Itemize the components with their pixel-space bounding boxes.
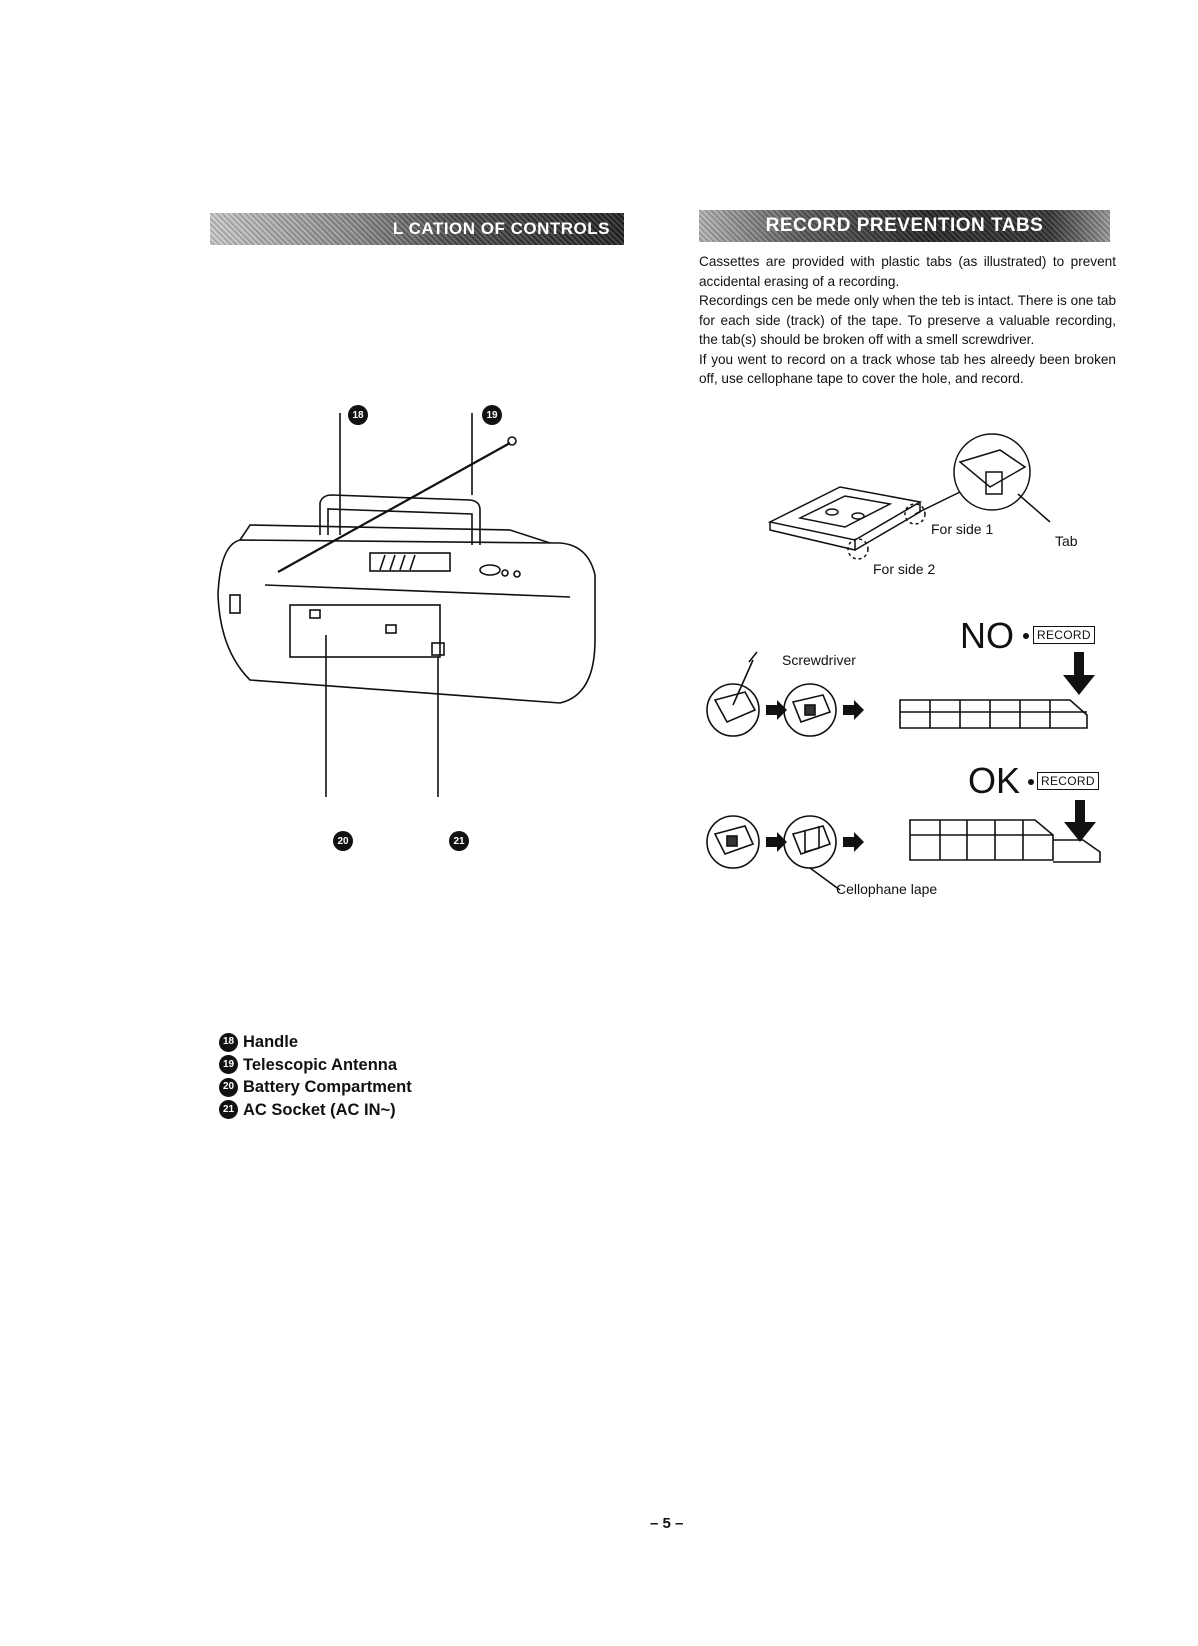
callout-19: 19: [482, 405, 502, 425]
legend-item: [219, 1099, 412, 1122]
radio-rear-illustration: [210, 395, 630, 875]
section-header-text: RECORD PREVENTION TABS: [765, 215, 1044, 236]
label-no: NO: [960, 615, 1014, 656]
record-button-label: RECORD: [1037, 772, 1099, 790]
bullet-dot: [1023, 633, 1029, 639]
legend-number: 18: [219, 1033, 238, 1052]
legend-label: AC Socket (AC IN~): [243, 1100, 396, 1119]
controls-legend: [219, 1031, 412, 1121]
label-for-side-2: For side 2: [873, 561, 936, 577]
legend-item: [219, 1054, 412, 1077]
legend-label: Handle: [243, 1033, 299, 1051]
legend-label: Telescopic Antenna: [243, 1055, 398, 1074]
no-record-illustration: [705, 640, 1115, 750]
paragraph: Cassettes are provided with plastic tabs (as illustrated) to prevent accidental erasing of a recording.: [699, 254, 1116, 289]
bullet-dot: [1028, 779, 1034, 785]
paragraph: If you went to record on a track whose tab hes alreedy been broken off, use cellophane tape to cover the hole, and record.: [699, 351, 1116, 386]
label-screwdriver: Screwdriver: [782, 652, 856, 668]
paragraph: Recordings cen be mede only when the teb is intact. There is one tab for each side (track) of the tape. To preserve a valuable recording, the tab(s) should be broken off with a smell screwdriver.: [699, 293, 1116, 347]
section-header-location-of-controls: [210, 213, 624, 245]
label-tab: Tab: [1055, 533, 1078, 549]
legend-item: [219, 1076, 412, 1099]
legend-number: 20: [219, 1078, 238, 1097]
callout-21: 21: [449, 831, 469, 851]
callout-20: 20: [333, 831, 353, 851]
label-ok: OK: [968, 760, 1021, 801]
page-number: – 5 –: [650, 1515, 684, 1532]
legend-label: Battery Compartment: [243, 1078, 412, 1096]
legend-number: 19: [219, 1055, 238, 1074]
label-cellophane-tape: Cellophane lape: [836, 881, 938, 897]
label-for-side-1: For side 1: [931, 521, 994, 537]
callout-18: 18: [348, 405, 368, 425]
legend-item: [219, 1031, 412, 1054]
section-header-record-prevention-tabs: [699, 210, 1110, 242]
cassette-tabs-illustration: [760, 432, 1080, 582]
section-header-text: L CATION OF CONTROLS: [392, 219, 610, 238]
record-prevention-text: [699, 252, 1116, 389]
record-button-label: RECORD: [1033, 626, 1095, 644]
legend-number: 21: [219, 1100, 238, 1119]
